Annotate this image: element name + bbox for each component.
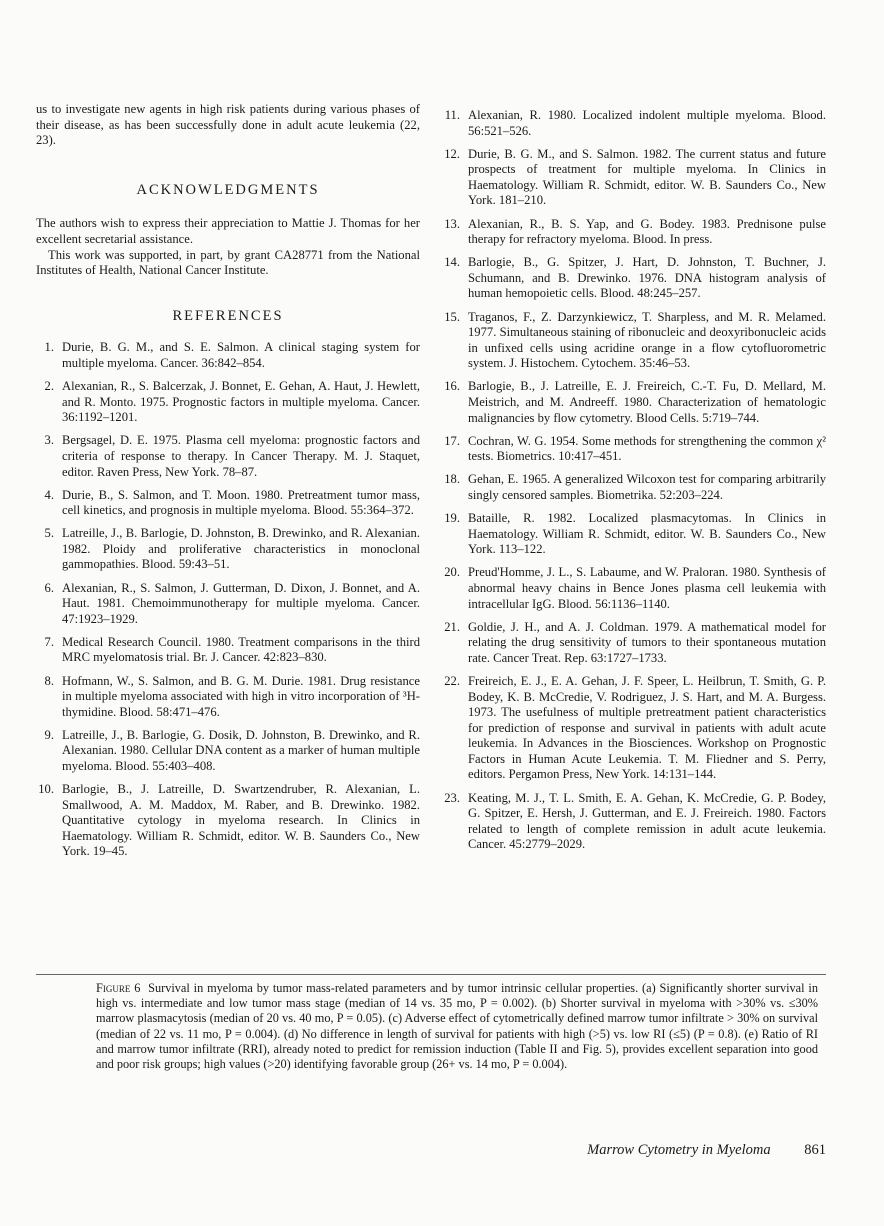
- reference-item: [36, 340, 420, 371]
- reference-text: Alexanian, R., B. S. Yap, and G. Bodey. 1983. Prednisone pulse therapy for refractory myeloma. Blood. In press.: [468, 216, 826, 247]
- reference-text: Gehan, E. 1965. A generalized Wilcoxon test for comparing arbitrarily singly censored samples. Biometrika. 52:203–224.: [468, 472, 826, 502]
- reference-text: Goldie, J. H., and A. J. Coldman. 1979. A mathematical model for relating the drug sensitivity of tumors to their spontaneous mutation rate. Cancer Treat. Rep. 63:1727–1733.: [468, 619, 826, 665]
- acknowledgments-section: [36, 216, 420, 278]
- reference-text: Alexanian, R. 1980. Localized indolent multiple myeloma. Blood. 56:521–526.: [468, 108, 826, 138]
- reference-item: [442, 108, 826, 139]
- reference-item: [442, 565, 826, 612]
- references-list-left: [36, 340, 420, 860]
- reference-number: 20.: [444, 565, 460, 580]
- reference-item: [442, 217, 826, 248]
- reference-item: [36, 635, 420, 666]
- reference-item: [36, 782, 420, 860]
- reference-item: [442, 434, 826, 465]
- reference-item: [36, 728, 420, 775]
- acknowledgment-paragraph: This work was supported, in part, by grant CA28771 from the National Institutes of Health, National Cancer Institute.: [36, 247, 420, 278]
- reference-number: 22.: [444, 673, 460, 688]
- figure-label: Figure 6: [96, 981, 141, 995]
- reference-text: Barlogie, B., J. Latreille, E. J. Freireich, C.-T. Fu, D. Mellard, M. Meistrich, and M. Andreeff. 1980. Characterization of hematologic malignancies by flow cytometry. Blood Cells. 5:719–744.: [468, 379, 826, 425]
- reference-number: 16.: [444, 379, 460, 394]
- reference-number: 10.: [38, 782, 54, 797]
- reference-text: Durie, B. G. M., and S. E. Salmon. A clinical staging system for multiple myeloma. Cancer. 36:842–854.: [62, 340, 420, 370]
- reference-number: 11.: [444, 108, 460, 122]
- reference-text: Durie, B., S. Salmon, and T. Moon. 1980. Pretreatment tumor mass, cell kinetics, and prognosis in multiple myeloma. Blood. 55:364–372.: [62, 487, 420, 518]
- reference-text: Alexanian, R., S. Balcerzak, J. Bonnet, E. Gehan, A. Haut, J. Hewlett, and R. Monto. 1975. Prognostic factors in multiple myeloma. Cancer. 36:1192–1201.: [62, 379, 420, 425]
- reference-item: [36, 488, 420, 519]
- reference-number: 12.: [444, 146, 460, 161]
- reference-text: Cochran, W. G. 1954. Some methods for strengthening the common χ² tests. Biometrics. 10:417–451.: [468, 433, 826, 464]
- page-number: 861: [804, 1142, 826, 1158]
- reference-text: Preud'Homme, J. L., S. Labaume, and W. Praloran. 1980. Synthesis of abnormal heavy chains in Bence Jones plasma cell leukemia with intracellular IgG. Blood. 56:1136–1140.: [468, 565, 826, 611]
- reference-text: Alexanian, R., S. Salmon, J. Gutterman, D. Dixon, J. Bonnet, and A. Haut. 1981. Chemoimmunotherapy for multiple myeloma. Cancer. 47:1923–1929.: [62, 580, 420, 626]
- reference-number: 1.: [44, 340, 54, 355]
- reference-number: 15.: [444, 309, 460, 324]
- reference-number: 2.: [44, 379, 54, 394]
- reference-number: 5.: [44, 526, 54, 541]
- reference-number: 9.: [44, 727, 54, 742]
- reference-item: [442, 511, 826, 558]
- reference-text: Latreille, J., B. Barlogie, D. Johnston, B. Drewinko, and R. Alexanian. 1982. Ploidy and proliferative characteristics in monoclonal gammopathies. Blood. 59:43–51.: [62, 526, 420, 572]
- reference-text: Barlogie, B., J. Latreille, D. Swartzendruber, R. Alexanian, L. Smallwood, A. M. Maddox, M. Raber, and B. Drewinko. 1982. Quantitative cytology in myeloma research. In Clinics in Haematology. William R. Schmidt, editor. W. B. Saunders Co., New York. 19–45.: [62, 782, 420, 859]
- reference-text: Keating, M. J., T. L. Smith, E. A. Gehan, K. McCredie, G. P. Bodey, G. Spitzer, E. Hersh, J. Gutterman, and E. J. Freireich. 1980. Factors related to length of complete remission in adult acute leukemia. Cancer. 45:2779–2029.: [468, 790, 826, 852]
- reference-item: [36, 581, 420, 628]
- reference-number: 17.: [444, 433, 460, 448]
- reference-number: 8.: [44, 673, 54, 688]
- caption-divider: [36, 974, 826, 975]
- reference-number: 3.: [44, 433, 54, 448]
- reference-number: 18.: [444, 472, 460, 487]
- figure-caption: [96, 981, 818, 1072]
- reference-text: Latreille, J., B. Barlogie, G. Dosik, D. Johnston, B. Drewinko, and R. Alexanian. 1980. Cellular DNA content as a marker of human multiple myeloma. Blood. 55:403–408.: [62, 727, 420, 773]
- left-column: [36, 102, 420, 868]
- reference-number: 7.: [44, 634, 54, 649]
- reference-item: [36, 526, 420, 573]
- reference-item: [442, 255, 826, 302]
- reference-number: 19.: [444, 511, 460, 526]
- reference-number: 6.: [44, 580, 54, 595]
- reference-item: [36, 674, 420, 721]
- reference-item: [442, 310, 826, 372]
- reference-item: [36, 433, 420, 480]
- reference-text: Traganos, F., Z. Darzynkiewicz, T. Sharpless, and M. R. Melamed. 1977. Simultaneous staining of ribonucleic and deoxyribonucleic acids in unfixed cells using acridine orange in a flow cytofluorometric system. J. Histochem. Cytochem. 35:46–53.: [468, 309, 826, 371]
- reference-text: Freireich, E. J., E. A. Gehan, J. F. Speer, L. Heilbrun, T. Smith, G. P. Bodey, K. B. McCredie, V. Rodriguez, J. S. Hart, and M. A. Burgess. 1973. The usefulness of multiple pretreatment patient characteristics for prediction of response and survival in patients with adult acute leukemia. In Advances in the Biosciences. Workshop on Prognostic Factors in Human Acute Leukemia. T. M. Fliedner and S. Perry, editors. Pergamon Press, New York. 14:131–144.: [468, 673, 826, 782]
- reference-number: 14.: [444, 255, 460, 270]
- reference-item: [442, 472, 826, 503]
- reference-text: Barlogie, B., G. Spitzer, J. Hart, D. Johnston, T. Buchner, J. Schumann, and B. Drewinko. 1976. DNA histogram analysis of human hemopoietic cells. Blood. 48:245–257.: [468, 255, 826, 301]
- page-footer: [0, 1142, 826, 1159]
- reference-number: 13.: [444, 216, 460, 231]
- reference-item: [442, 791, 826, 853]
- reference-text: Durie, B. G. M., and S. Salmon. 1982. The current status and future prospects of treatment for multiple myeloma. In Clinics in Haematology. William R. Schmidt, editor. W. B. Saunders Co., New York. 181–210.: [468, 146, 826, 208]
- references-list-right: [442, 108, 826, 853]
- references-heading: REFERENCES: [172, 307, 284, 324]
- running-title: Marrow Cytometry in Myeloma: [587, 1142, 771, 1158]
- right-column: [442, 108, 826, 860]
- reference-number: 23.: [444, 790, 460, 805]
- acknowledgments-heading: ACKNOWLEDGMENTS: [136, 181, 320, 198]
- reference-number: 21.: [444, 619, 460, 634]
- reference-item: [442, 147, 826, 209]
- reference-item: [442, 620, 826, 667]
- reference-item: [442, 674, 826, 783]
- acknowledgment-paragraph: The authors wish to express their appreciation to Mattie J. Thomas for her excellent secretarial assistance.: [36, 216, 420, 246]
- reference-number: 4.: [44, 487, 54, 502]
- figure-caption-text: Survival in myeloma by tumor mass-related parameters and by tumor intrinsic cellular properties. (a) Significantly shorter survival in high vs. intermediate and low tumor mass stage (median of 14 vs. 35 mo, P = 0.002). (b) Shorter survival in myeloma with >30% vs. ≤30% marrow plasmacytosis (median of 20 vs. 40 mo, P = 0.05). (c) Adverse effect of cytometrically defined marrow tumor infiltrate > 30% on survival (median of 22 vs. 11 mo, P = 0.004). (d) No difference in length of survival for patients with high (>5) vs. low RI (≤5) (P = 0.8). (e) Ratio of RI and marrow tumor infiltrate (RRI), already noted to predict for remission induction (Table II and Fig. 5), provides excellent separation into good and poor risk groups; high values (>20) identifying favorable group (26+ vs. 14 mo, P = 0.004).: [96, 981, 818, 1072]
- reference-text: Bergsagel, D. E. 1975. Plasma cell myeloma: prognostic factors and criteria of response to therapy. In Cancer Therapy. M. J. Staquet, editor. Raven Press, New York. 78–87.: [62, 433, 420, 479]
- reference-text: Medical Research Council. 1980. Treatment comparisons in the third MRC myelomatosis trial. Br. J. Cancer. 42:823–830.: [62, 634, 420, 665]
- continuation-paragraph: us to investigate new agents in high risk patients during various phases of their disease, as has been successfully done in adult acute leukemia (22, 23).: [36, 102, 420, 148]
- reference-text: Hofmann, W., S. Salmon, and B. G. M. Durie. 1981. Drug resistance in multiple myeloma associated with high in vitro incorporation of ³H-thymidine. Blood. 58:471–476.: [62, 673, 420, 719]
- reference-text: Bataille, R. 1982. Localized plasmacytomas. In Clinics in Haematology. William R. Schmidt, editor. W. B. Saunders Co., New York. 113–122.: [468, 511, 826, 557]
- reference-item: [36, 379, 420, 426]
- reference-item: [442, 379, 826, 426]
